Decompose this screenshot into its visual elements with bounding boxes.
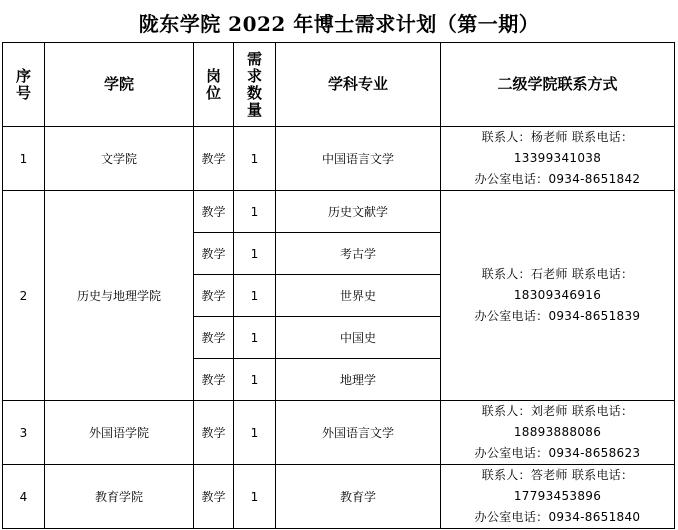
row-position: 教学 [194, 317, 234, 359]
demand-plan-table [2, 42, 675, 529]
row-contact [441, 127, 675, 191]
contact-office-phone: 办公室电话：0934-8658623 [474, 446, 641, 460]
contact-phone: 18309346916 [513, 288, 602, 302]
row-position: 教学 [194, 401, 234, 465]
header-index: 序 号 [3, 43, 45, 127]
row-position: 教学 [194, 191, 234, 233]
contact-person: 联系人：杨老师 联系电话： [481, 130, 634, 144]
header-major: 学科专业 [276, 43, 441, 127]
row-position: 教学 [194, 233, 234, 275]
row-count: 1 [234, 317, 276, 359]
row-college: 外国语学院 [45, 401, 194, 465]
header-contact: 二级学院联系方式 [441, 43, 675, 127]
row-major: 考古学 [276, 233, 441, 275]
table-row [3, 127, 675, 191]
header-college: 学院 [45, 43, 194, 127]
row-major: 教育学 [276, 465, 441, 529]
row-count: 1 [234, 191, 276, 233]
row-contact [441, 465, 675, 529]
row-count: 1 [234, 127, 276, 191]
table-row [3, 191, 675, 233]
contact-person: 联系人：答老师 联系电话： [481, 468, 634, 482]
row-major: 中国语言文学 [276, 127, 441, 191]
row-count: 1 [234, 275, 276, 317]
page-title: 陇东学院 2022 年博士需求计划（第一期） [138, 12, 540, 36]
contact-phone: 17793453896 [513, 489, 602, 503]
row-index: 2 [3, 191, 45, 401]
row-position: 教学 [194, 359, 234, 401]
header-row [3, 43, 675, 127]
row-college: 教育学院 [45, 465, 194, 529]
row-major: 地理学 [276, 359, 441, 401]
row-major: 世界史 [276, 275, 441, 317]
row-college: 文学院 [45, 127, 194, 191]
row-index: 1 [3, 127, 45, 191]
header-count: 需 求 数 量 [234, 43, 276, 127]
contact-office-phone: 办公室电话：0934-8651839 [474, 309, 641, 323]
header-position: 岗 位 [194, 43, 234, 127]
row-college: 历史与地理学院 [45, 191, 194, 401]
row-count: 1 [234, 233, 276, 275]
row-position: 教学 [194, 127, 234, 191]
row-count: 1 [234, 465, 276, 529]
row-position: 教学 [194, 275, 234, 317]
row-count: 1 [234, 359, 276, 401]
row-major: 外国语言文学 [276, 401, 441, 465]
row-index: 3 [3, 401, 45, 465]
contact-office-phone: 办公室电话：0934-8651840 [474, 510, 641, 524]
row-index: 4 [3, 465, 45, 529]
row-major: 中国史 [276, 317, 441, 359]
contact-person: 联系人：石老师 联系电话： [481, 267, 634, 281]
row-major: 历史文献学 [276, 191, 441, 233]
row-position: 教学 [194, 465, 234, 529]
row-contact [441, 401, 675, 465]
row-count: 1 [234, 401, 276, 465]
contact-phone: 18893888086 [513, 425, 602, 439]
table-row [3, 401, 675, 465]
contact-person: 联系人：刘老师 联系电话： [481, 404, 634, 418]
contact-phone: 13399341038 [513, 151, 602, 165]
row-contact [441, 191, 675, 401]
table-row [3, 465, 675, 529]
contact-office-phone: 办公室电话：0934-8651842 [474, 172, 641, 186]
